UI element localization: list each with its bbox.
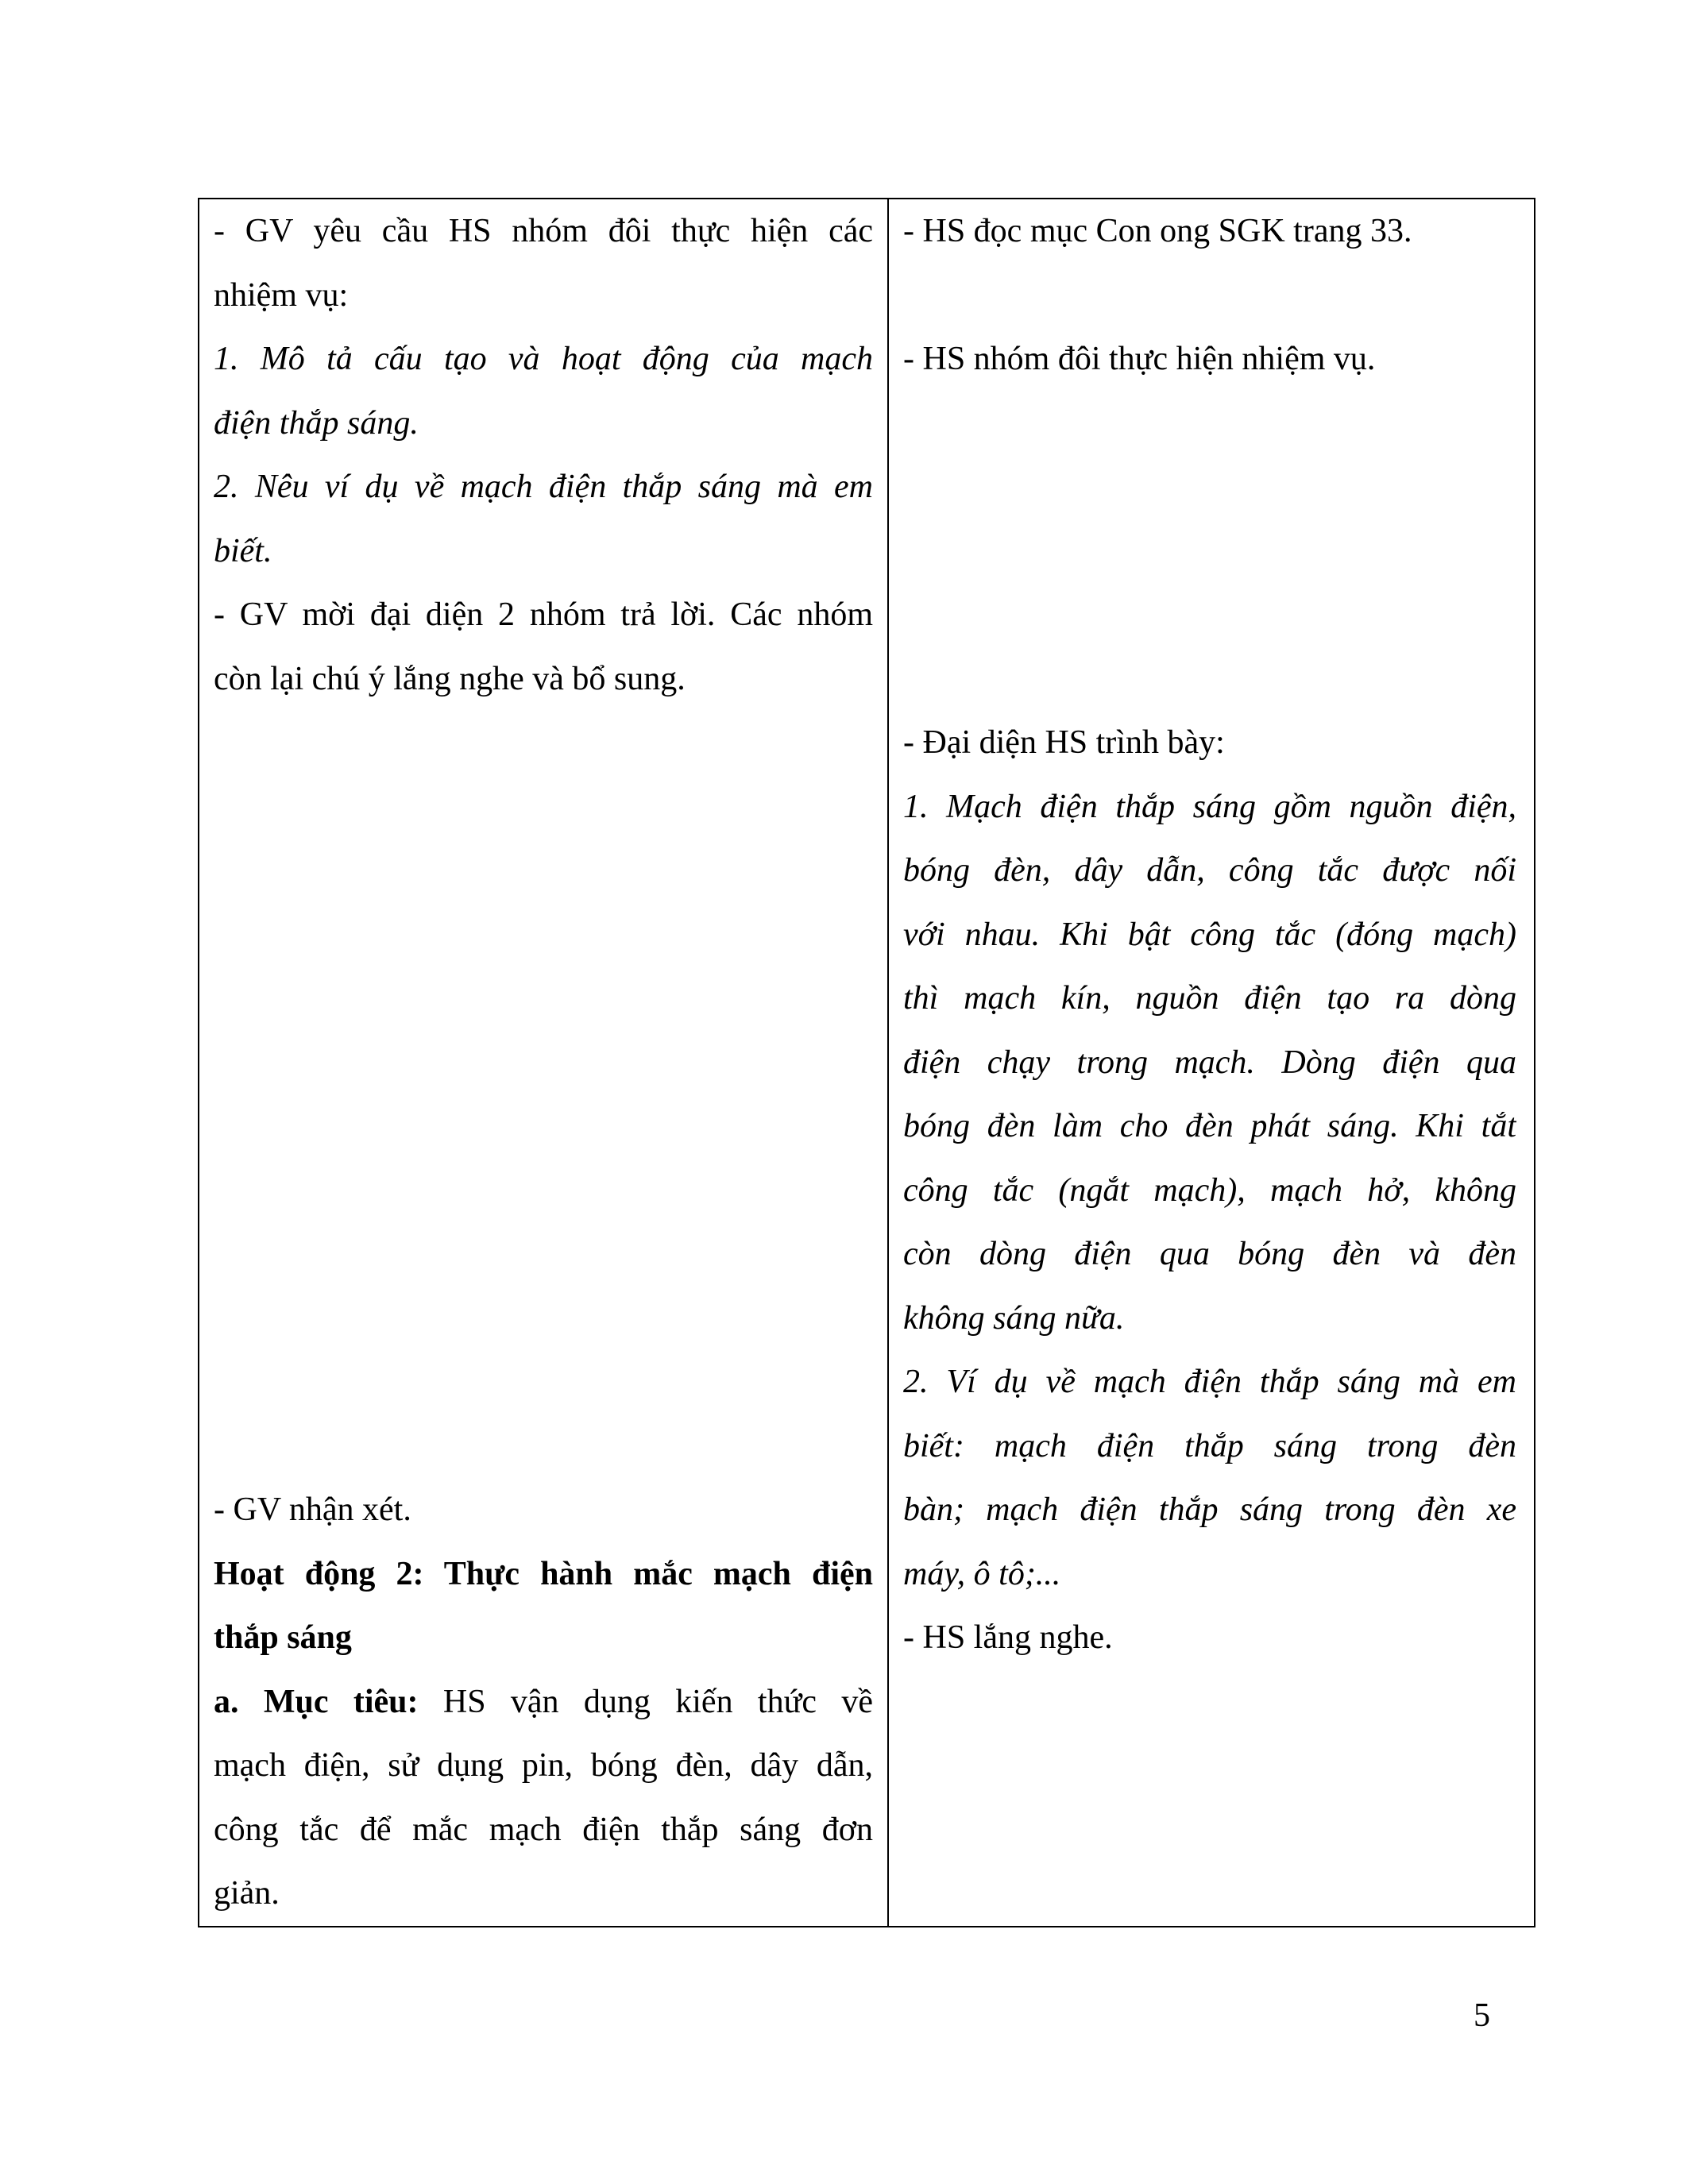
text-line: - Đại diện HS trình bày:: [903, 724, 1225, 761]
goal-text: HS vận dụng kiến thức về: [442, 1683, 873, 1720]
text-line: - HS đọc mục Con ong SGK trang 33.: [903, 213, 1412, 249]
teacher-activity-cell: [199, 199, 888, 1927]
answer-line: thì mạch kín, nguồn điện tạo ra dòng: [903, 980, 1516, 1017]
answer-line: với nhau. Khi bật công tắc (đóng mạch): [903, 916, 1516, 953]
spacer: [214, 1414, 873, 1479]
text-line: còn lại chú ý lắng nghe và bổ sung.: [214, 660, 686, 697]
spacer: [903, 455, 1516, 519]
goal-line: [214, 1670, 873, 1734]
lesson-table: [198, 198, 1535, 1927]
answer-line: bóng đèn làm cho đèn phát sáng. Khi tắt: [903, 1108, 1516, 1144]
answer-line: bóng đèn, dây dẫn, công tắc được nối: [903, 852, 1516, 889]
answer-line: không sáng nữa.: [903, 1299, 1125, 1337]
spacer: [214, 1222, 873, 1287]
answer-line: biết: mạch điện thắp sáng trong đèn: [903, 1427, 1516, 1464]
spacer: [214, 1287, 873, 1351]
text-line: - HS lắng nghe.: [903, 1619, 1113, 1656]
spacer: [214, 1159, 873, 1223]
teacher-activity-content: [199, 199, 887, 1926]
text-line: giản.: [214, 1875, 280, 1912]
spacer: [214, 711, 873, 775]
spacer: [214, 839, 873, 903]
text-line: mạch điện, sử dụng pin, bóng đèn, dây dẫn,: [214, 1747, 873, 1784]
table-row: [199, 199, 1535, 1927]
text-line: - GV nhận xét.: [214, 1491, 411, 1528]
section-heading: Hoạt động 2: Thực hành mắc mạch điện: [214, 1555, 873, 1592]
text-line: công tắc để mắc mạch điện thắp sáng đơn: [214, 1811, 873, 1848]
answer-line: công tắc (ngắt mạch), mạch hở, không: [903, 1171, 1516, 1209]
question-line: 1. Mô tả cấu tạo và hoạt động của mạch: [214, 341, 873, 377]
spacer: [214, 1094, 873, 1159]
answer-line: máy, ô tô;...: [903, 1555, 1061, 1592]
text-line: - GV mời đại diện 2 nhóm trả lời. Các nhóm: [214, 596, 873, 633]
text-line: nhiệm vụ:: [214, 276, 349, 314]
spacer: [903, 647, 1516, 712]
answer-line: điện chạy trong mạch. Dòng điện qua: [903, 1044, 1516, 1081]
text-line: - GV yêu cầu HS nhóm đôi thực hiện các: [214, 213, 873, 249]
question-line: biết.: [214, 532, 272, 569]
spacer: [214, 775, 873, 839]
section-heading: thắp sáng: [214, 1619, 352, 1656]
spacer: [903, 392, 1516, 456]
page-number: 5: [1474, 1997, 1490, 2034]
spacer: [214, 1031, 873, 1095]
spacer: [214, 1350, 873, 1414]
goal-label: a. Mục tiêu:: [214, 1683, 419, 1720]
answer-line: 1. Mạch điện thắp sáng gồm nguồn điện,: [903, 788, 1516, 825]
question-line: điện thắp sáng.: [214, 404, 419, 442]
spacer: [903, 519, 1516, 584]
student-activity-content: [889, 199, 1534, 1670]
question-line: 2. Nêu ví dụ về mạch điện thắp sáng mà em: [214, 469, 873, 505]
answer-line: còn dòng điện qua bóng đèn và đèn: [903, 1236, 1516, 1272]
spacer: [903, 264, 1516, 328]
spacer: [214, 967, 873, 1031]
answer-line: 2. Ví dụ về mạch điện thắp sáng mà em: [903, 1364, 1516, 1400]
student-activity-cell: [888, 199, 1535, 1927]
answer-line: bàn; mạch điện thắp sáng trong đèn xe: [903, 1491, 1516, 1528]
spacer: [903, 583, 1516, 647]
text-line: - HS nhóm đôi thực hiện nhiệm vụ.: [903, 341, 1376, 377]
spacer: [214, 903, 873, 967]
